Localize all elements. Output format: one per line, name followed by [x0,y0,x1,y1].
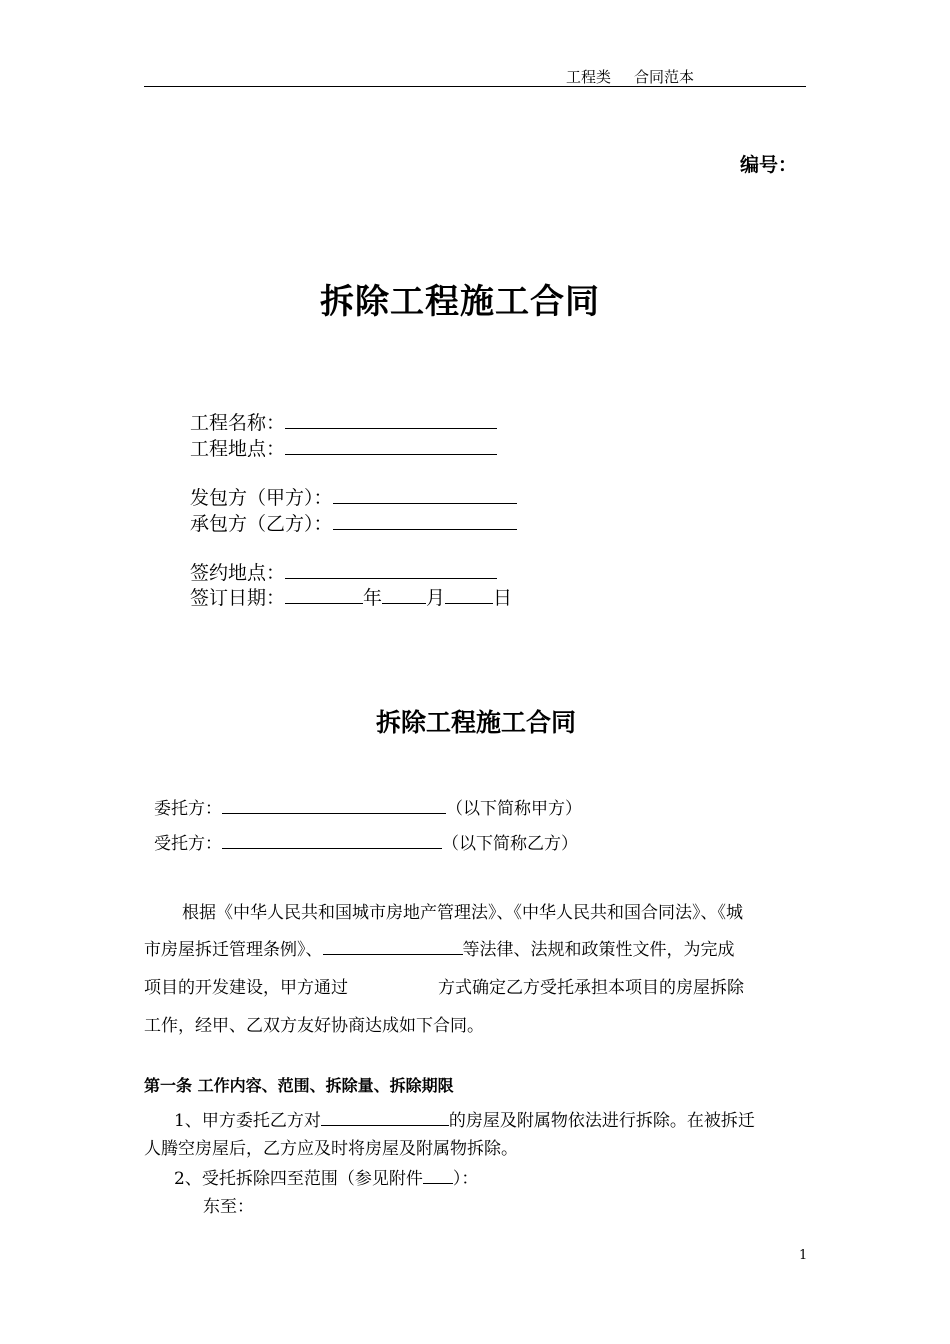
month-label: 月 [426,587,446,609]
project-name-field [190,408,497,435]
item-2a: 2、受托拆除四至范围（参见附件 [174,1169,423,1189]
header-rule [144,86,806,87]
client-note: （以下简称甲方） [446,799,582,819]
annex-blank[interactable] [423,1165,453,1184]
party-a-blank[interactable] [333,483,517,504]
party-b-label: 承包方（乙方）： [190,513,333,535]
sign-date-field [190,583,512,610]
client-label: 委托方： [154,799,222,819]
preamble-line-2 [144,935,735,960]
project-site-blank[interactable] [285,434,497,455]
preamble-line-4: 工作，经甲、乙双方友好协商达成如下合同。 [144,1016,484,1036]
agent-line [154,829,578,854]
east-boundary: 东至： [203,1197,254,1217]
preamble-line-3a: 项目的开发建设，甲方通过 [144,978,348,998]
sign-date-label: 签订日期： [190,587,286,609]
contract-title: 拆除工程施工合同 [376,708,577,737]
project-site-label: 工程地点： [190,438,286,460]
party-a-label: 发包方（甲方）： [190,487,333,509]
regulation-blank[interactable] [323,936,463,955]
agent-blank[interactable] [222,830,442,849]
page-number: 1 [799,1248,808,1263]
party-a-field [190,483,517,510]
preamble-line-3 [144,973,744,998]
sign-month-blank[interactable] [382,583,426,604]
sign-place-blank[interactable] [285,558,497,579]
article-1-item-1-cont: 人腾空房屋后，乙方应及时将房屋及附属物拆除。 [144,1139,518,1159]
year-label: 年 [363,587,383,609]
item-1b: 的房屋及附属物依法进行拆除。在被拆迁 [448,1111,755,1131]
party-b-blank[interactable] [333,509,517,530]
project-site-field [190,434,497,461]
header-doc-type: 合同范本 [634,68,695,86]
preamble-line-2b: 等法律、法规和政策性文件，为完成 [462,940,735,960]
project-name-blank[interactable] [285,408,497,429]
sign-year-blank[interactable] [285,583,363,604]
serial-label: 编号： [740,154,798,176]
cover-title: 拆除工程施工合同 [320,282,600,322]
article-1-heading: 第一条 工作内容、范围、拆除量、拆除期限 [144,1076,454,1095]
sign-day-blank[interactable] [445,583,493,604]
article-1-item-1 [174,1106,755,1131]
agent-note: （以下简称乙方） [442,834,578,854]
sign-place-label: 签约地点： [190,562,286,584]
client-line [154,794,582,819]
client-blank[interactable] [222,795,446,814]
day-label: 日 [493,587,513,609]
preamble-line-2a: 市房屋拆迁管理条例》、 [144,940,323,960]
item-1a: 1、甲方委托乙方对 [174,1111,321,1131]
agent-label: 受托方： [154,834,222,854]
sign-place-field [190,558,497,585]
project-name-label: 工程名称： [190,412,286,434]
article-1-item-2 [174,1164,478,1189]
preamble-line-1: 根据《中华人民共和国城市房地产管理法》、《中华人民共和国合同法》、《城 [182,903,743,923]
preamble-line-3b: 方式确定乙方受托承担本项目的房屋拆除 [438,978,744,998]
party-b-field [190,509,517,536]
item-2b: ）： [452,1169,479,1189]
header-category: 工程类 [566,68,612,86]
demolition-object-blank[interactable] [321,1107,449,1126]
